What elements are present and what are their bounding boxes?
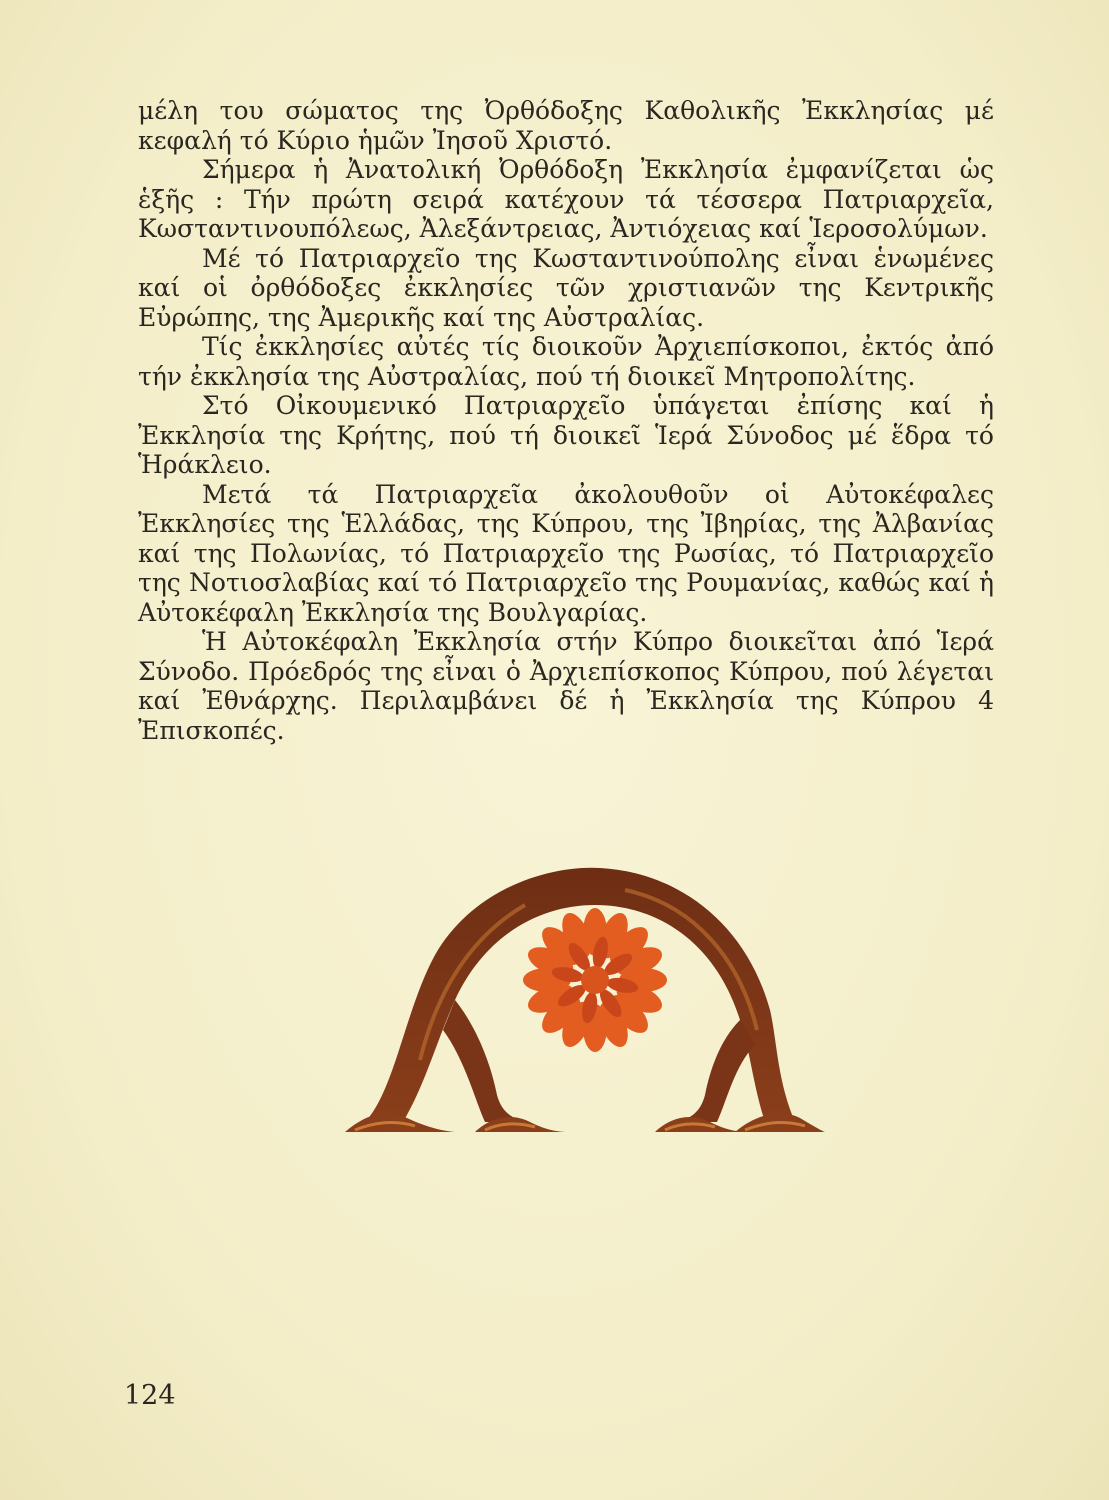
rosette-icon [523, 908, 667, 1052]
paragraph-4: Τίς ἐκκλησίες αὐτές τίς διοικοῦν Ἀρχιεπίσκοποι, ἐκτός ἀπό τήν ἐκκλησία της Αὐστραλίας, πού τή διοικεῖ Μητροπολίτης. [138, 332, 994, 391]
paragraph-2: Σήμερα ἡ Ἀνατολική Ὀρθόδοξη Ἐκκλησία ἐμφανίζεται ὡς ἑξῆς : Τήν πρώτη σειρά κατέχουν τά τέσσερα Πατριαρχεῖα, Κωσταντινουπόλεως, Ἀλεξάντρειας, Ἀντιόχειας καί Ἱεροσολύμων. [138, 155, 994, 243]
page-number: 124 [124, 1380, 176, 1411]
paragraph-6: Μετά τά Πατριαρχεῖα ἀκολουθοῦν οἱ Αὐτοκέφαλες Ἐκκλησίες της Ἑλλάδας, της Κύπρου, της Ἰβηρίας, της Ἀλβανίας καί της Πολωνίας, τό Πατριαρχεῖο της Ρωσίας, τό Πατριαρχεῖο της Νοτιοσλαβίας καί τό Πατριαρχεῖο της Ρουμανίας, καθώς καί ἡ Αὐτοκέφαλη Ἐκκλησία της Βουλγαρίας. [138, 479, 994, 627]
paragraph-1: μέλη του σώματος της Ὀρθόδοξης Καθολικῆς Ἐκκλησίας μέ κεφαλή τό Κύριο ἡμῶν Ἰησοῦ Χριστό. [138, 96, 994, 155]
paragraph-7: Ἡ Αὐτοκέφαλη Ἐκκλησία στήν Κύπρο διοικεῖται ἀπό Ἱερά Σύνοδο. Πρόεδρός της εἶναι ὁ Ἀρχιεπίσκοπος Κύπρου, πού λέγεται καί Ἐθνάρχης. Περιλαμβάνει δέ ἡ Ἐκκλησία της Κύπρου 4 Ἐπισκοπές. [138, 627, 994, 745]
paragraph-3: Μέ τό Πατριαρχεῖο της Κωσταντινούπολης εἶναι ἑνωμένες καί οἱ ὀρθόδοξες ἐκκλησίες τῶν χριστιανῶν της Κεντρικῆς Εὐρώπης, της Ἀμερικῆς καί της Αὐστραλίας. [138, 243, 994, 332]
paragraph-5: Στό Οἰκουμενικό Πατριαρχεῖο ὑπάγεται ἐπίσης καί ἡ Ἐκκλησία της Κρήτης, πού τή διοικεῖ Ἱερά Σύνοδος μέ ἕδρα τό Ἡράκλειο. [138, 391, 994, 479]
palmette-ornament-icon [325, 860, 825, 1140]
body-text [138, 96, 994, 745]
